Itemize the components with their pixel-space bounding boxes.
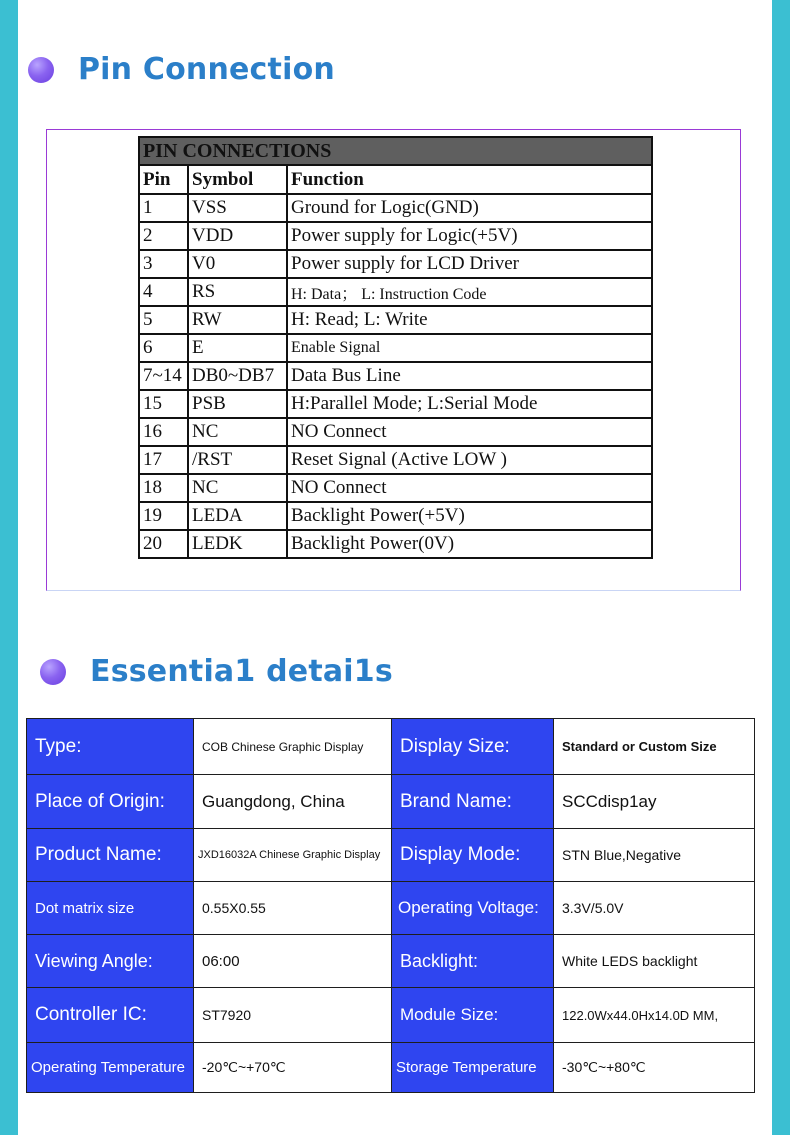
pin-number: 2: [139, 222, 188, 250]
table-row: [27, 775, 755, 829]
table-row: [139, 530, 652, 558]
table-row: [139, 278, 652, 306]
table-row: [139, 390, 652, 418]
pin-number: 1: [139, 194, 188, 222]
table-row: [27, 935, 755, 988]
pin-number: 15: [139, 390, 188, 418]
pin-function: Data Bus Line: [287, 362, 652, 390]
detail-label: Operating Voltage:: [392, 882, 554, 935]
pin-symbol: /RST: [188, 446, 287, 474]
detail-label: Display Mode:: [392, 829, 554, 882]
detail-label: Display Size:: [392, 719, 554, 775]
table-row: [27, 829, 755, 882]
pin-number: 16: [139, 418, 188, 446]
column-header-symbol: Symbol: [188, 165, 287, 194]
table-row: [139, 334, 652, 362]
detail-label: Operating Temperature: [27, 1043, 194, 1093]
detail-value: ST7920: [194, 988, 392, 1043]
pin-symbol: V0: [188, 250, 287, 278]
table-row: [27, 882, 755, 935]
pin-function: Power supply for LCD Driver: [287, 250, 652, 278]
table-row: [139, 362, 652, 390]
detail-value: Standard or Custom Size: [554, 719, 755, 775]
essential-details-table: [26, 718, 755, 1093]
pin-number: 18: [139, 474, 188, 502]
table-row: [139, 446, 652, 474]
detail-label: Brand Name:: [392, 775, 554, 829]
pin-symbol: VDD: [188, 222, 287, 250]
right-accent-bar: [772, 0, 790, 1135]
table-row: [139, 474, 652, 502]
pin-function: NO Connect: [287, 418, 652, 446]
detail-label: Backlight:: [392, 935, 554, 988]
bullet-dot-icon: [40, 659, 66, 685]
table-row: [27, 988, 755, 1043]
detail-label: Viewing Angle:: [27, 935, 194, 988]
detail-value: 06:00: [194, 935, 392, 988]
pin-number: 5: [139, 306, 188, 334]
pin-number: 6: [139, 334, 188, 362]
pin-connection-header: [28, 52, 335, 87]
pin-number: 7~14: [139, 362, 188, 390]
table-row: [139, 194, 652, 222]
detail-value: COB Chinese Graphic Display: [194, 719, 392, 775]
detail-label: Product Name:: [27, 829, 194, 882]
pin-number: 19: [139, 502, 188, 530]
pin-connections-table: [138, 136, 653, 559]
left-accent-bar: [0, 0, 18, 1135]
detail-label: Storage Temperature: [392, 1043, 554, 1093]
pin-function: Backlight Power(+5V): [287, 502, 652, 530]
pin-symbol: DB0~DB7: [188, 362, 287, 390]
table-row: [139, 250, 652, 278]
detail-value: STN Blue,Negative: [554, 829, 755, 882]
table-row: [27, 719, 755, 775]
column-header-pin: Pin: [139, 165, 188, 194]
pin-number: 4: [139, 278, 188, 306]
pin-function: Power supply for Logic(+5V): [287, 222, 652, 250]
pin-number: 3: [139, 250, 188, 278]
detail-label: Place of Origin:: [27, 775, 194, 829]
table-row: [27, 1043, 755, 1093]
pin-function: Reset Signal (Active LOW ): [287, 446, 652, 474]
detail-value: SCCdisp1ay: [554, 775, 755, 829]
detail-label: Type:: [27, 719, 194, 775]
pin-symbol: RS: [188, 278, 287, 306]
pin-function: NO Connect: [287, 474, 652, 502]
pin-function: Ground for Logic(GND): [287, 194, 652, 222]
detail-value: -30℃~+80℃: [554, 1043, 755, 1093]
detail-value: 0.55X0.55: [194, 882, 392, 935]
detail-value: Guangdong, China: [194, 775, 392, 829]
essential-details-title: Essentia1 detai1s: [90, 654, 393, 689]
pin-function: H: Read; L: Write: [287, 306, 652, 334]
pin-symbol: E: [188, 334, 287, 362]
detail-value: White LEDS backlight: [554, 935, 755, 988]
table-row: [139, 502, 652, 530]
detail-label: Module Size:: [392, 988, 554, 1043]
pin-function: H: Data； L: Instruction Code: [287, 278, 652, 306]
detail-label: Controller IC:: [27, 988, 194, 1043]
bullet-dot-icon: [28, 57, 54, 83]
table-row: [139, 306, 652, 334]
pin-number: 17: [139, 446, 188, 474]
detail-value: -20℃~+70℃: [194, 1043, 392, 1093]
pin-connection-title: Pin Connection: [78, 52, 335, 87]
pin-function: Enable Signal: [287, 334, 652, 362]
pin-function: Backlight Power(0V): [287, 530, 652, 558]
pin-table-caption-row: [139, 137, 652, 165]
pin-table-caption: PIN CONNECTIONS: [139, 137, 652, 165]
detail-value: JXD16032A Chinese Graphic Display: [194, 829, 392, 882]
detail-value: 3.3V/5.0V: [554, 882, 755, 935]
detail-value: 122.0Wx44.0Hx14.0D MM,: [554, 988, 755, 1043]
pin-symbol: NC: [188, 418, 287, 446]
pin-symbol: NC: [188, 474, 287, 502]
pin-number: 20: [139, 530, 188, 558]
pin-symbol: LEDA: [188, 502, 287, 530]
pin-function: H:Parallel Mode; L:Serial Mode: [287, 390, 652, 418]
pin-symbol: PSB: [188, 390, 287, 418]
column-header-function: Function: [287, 165, 652, 194]
pin-symbol: VSS: [188, 194, 287, 222]
detail-label: Dot matrix size: [27, 882, 194, 935]
essential-details-header: [40, 654, 393, 689]
pin-table-header-row: [139, 165, 652, 194]
table-row: [139, 222, 652, 250]
table-row: [139, 418, 652, 446]
pin-symbol: RW: [188, 306, 287, 334]
pin-symbol: LEDK: [188, 530, 287, 558]
